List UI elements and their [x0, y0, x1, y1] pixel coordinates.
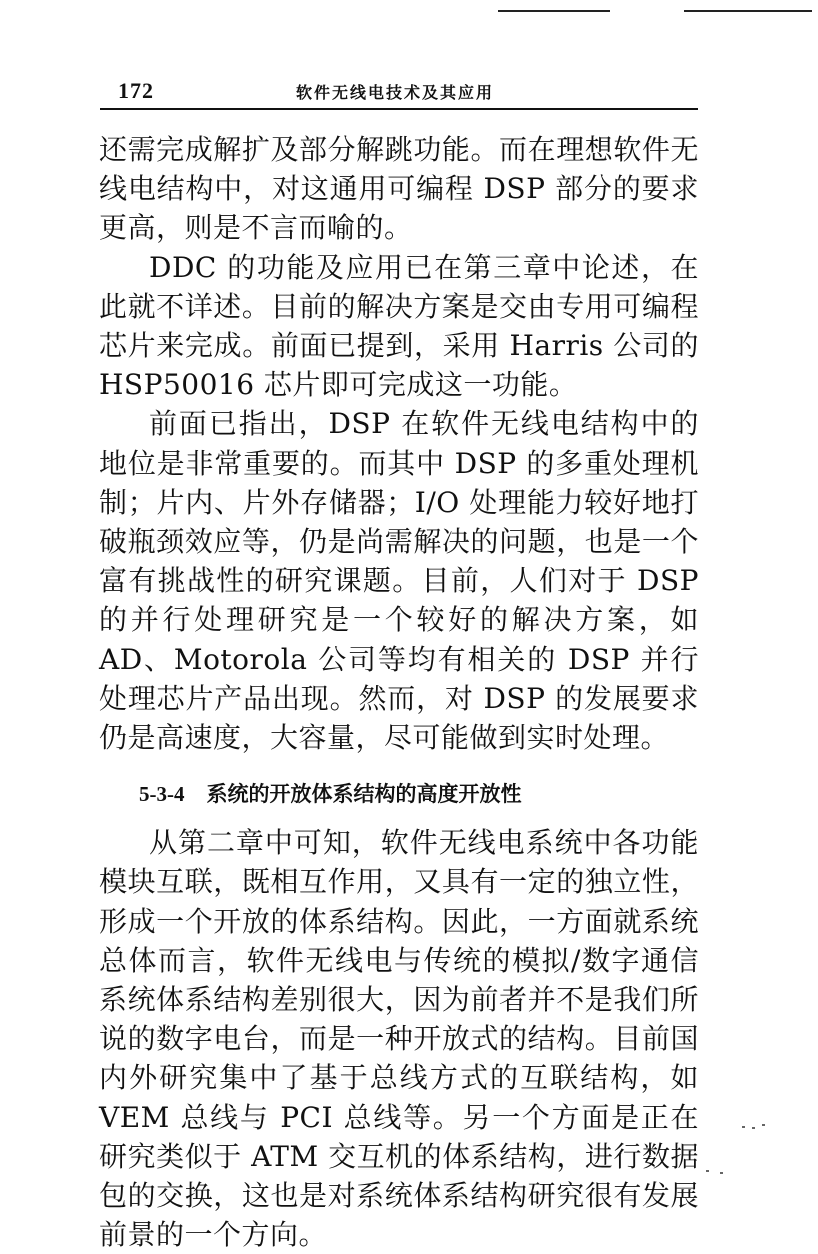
scan-speck	[742, 1126, 745, 1128]
section-heading	[99, 779, 699, 809]
section-title: 系统的开放体系结构的高度开放性	[206, 782, 522, 807]
page-number: 172	[118, 78, 154, 103]
section-number: 5-3-4	[139, 782, 185, 807]
scan-speck	[752, 1127, 755, 1129]
scan-speck	[720, 1172, 723, 1174]
scan-edge-line-right	[684, 10, 812, 12]
header-rule	[100, 108, 698, 110]
scan-edge-line-left	[498, 10, 610, 12]
paragraph-1: 还需完成解扩及部分解跳功能。而在理想软件无线电结构中，对这通用可编程 DSP 部分的要求更高，则是不言而喻的。	[99, 133, 699, 245]
scan-speck	[762, 1124, 765, 1126]
scan-speck	[706, 1170, 709, 1172]
page-header	[100, 78, 700, 106]
paragraph-4: 从第二章中可知，软件无线电系统中各功能模块互联，既相互作用，又具有一定的独立性，形成一个开放的体系结构。因此，一方面就系统总体而言，软件无线电与传统的模拟/数字通信系统体系结构差别很大，因为前者并不是我们所说的数字电台，而是一种开放式的结构。目前国内外研究集中了基于总线方式的互联结构，如 VEM 总线与 PCI 总线等。另一个方面是正在研究类似于 ATM 交互机的体系结构，进行数据包的交换，这也是对系统体系结构研究很有发展前景的一个方向。	[99, 826, 699, 1252]
page-body	[99, 130, 699, 1254]
paragraph-2: DDC 的功能及应用已在第三章中论述，在此就不详述。目前的解决方案是交由专用可编程芯片来完成。前面已提到，采用 Harris 公司的 HSP50016 芯片即可完成这一功能。	[99, 250, 699, 402]
running-title: 软件无线电技术及其应用	[296, 83, 495, 102]
paragraph-3: 前面已指出，DSP 在软件无线电结构中的地位是非常重要的。而其中 DSP 的多重处理机制；片内、片外存储器；I/O 处理能力较好地打破瓶颈效应等，仍是尚需解决的问题，也是一个富有挑战性的研究课题。目前，人们对于 DSP 的并行处理研究是一个较好的解决方案，如 AD、Motorola 公司等均有相关的 DSP 并行处理芯片产品出现。然而，对 DSP 的发展要求仍是高速度，大容量，尽可能做到实时处理。	[99, 407, 699, 755]
